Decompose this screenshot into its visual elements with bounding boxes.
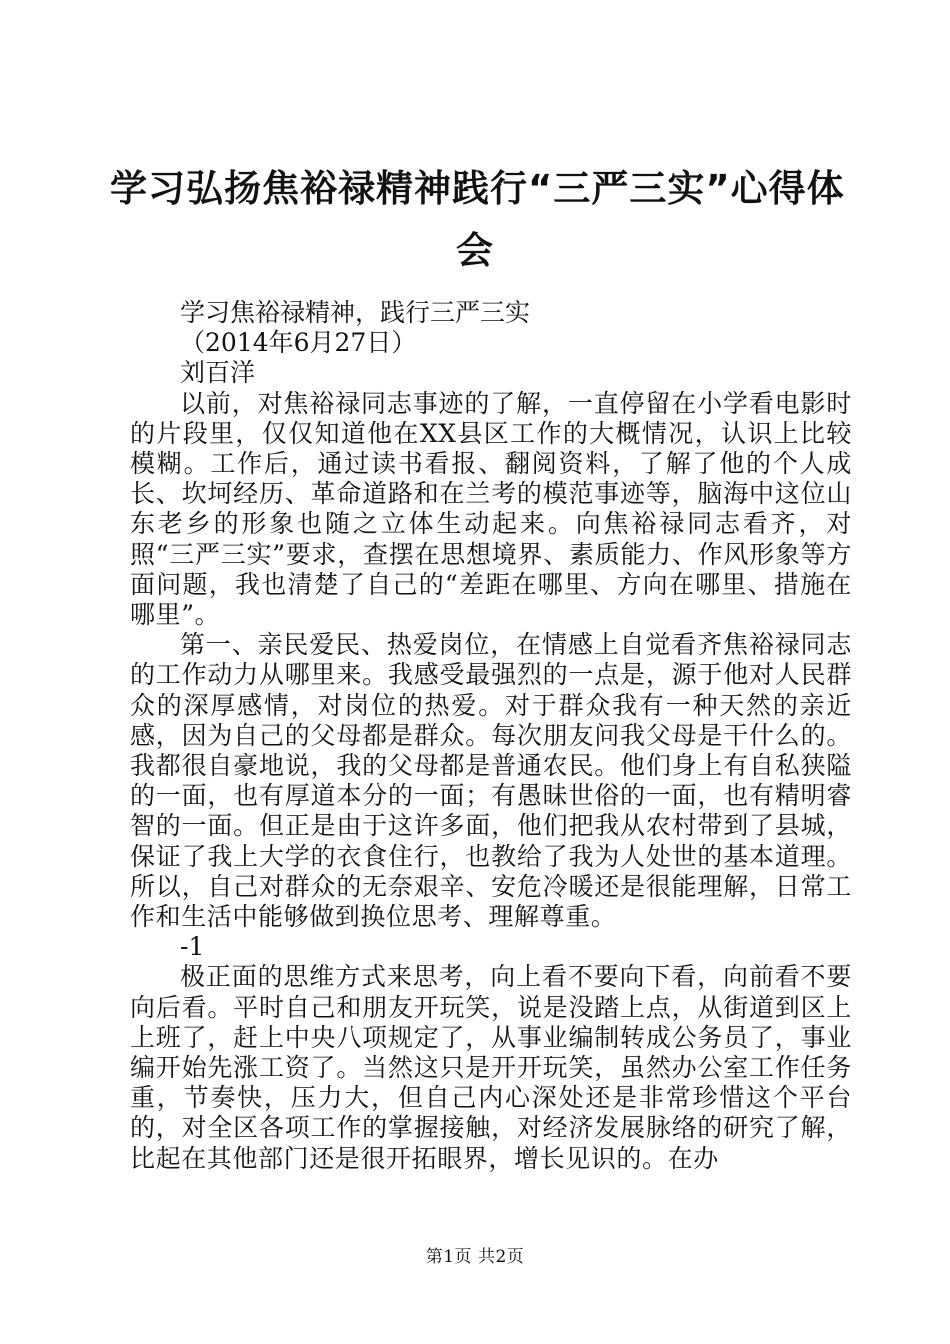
subtitle: 学习焦裕禄精神，践行三严三实 [180,298,531,327]
paragraph-continuation: 极正面的思维方式来思考，向上看不要向下看，向前看不要向后看。平时自己和朋友开玩笑，说是没踏上点，从街道到区上上班了，赶上中央八项规定了，从事业编制转成公务员了，事业编开始先涨工资了。当然这只是开开玩笑，虽然办公室工作任务重，节奏快，压力大，但自己内心深处还是非常珍惜这个平台的，对全区各项工作的掌握接触，对经济发展脉络的研究了解，比起在其他部门还是很开拓眼界，增长见识的。在办 [130,962,852,1173]
date-line: （2014年6月27日） [180,328,417,358]
page-marker: -1 [180,932,205,962]
document-title [110,158,845,282]
document-body [130,298,852,1174]
paragraph-intro: 以前，对焦裕禄同志事迹的了解，一直停留在小学看电影时的片段里，仅仅知道他在XX县区工作的大概情况，认识上比较模糊。工作后，通过读书看报、翻阅资料，了解了他的个人成长、坎坷经历、革命道路和在兰考的模范事迹等，脑海中这位山东老乡的形象也随之立体生动起来。向焦裕禄同志看齐，对照“三严三实”要求，查摆在思想境界、素质能力、作风形象等方面问题，我也清楚了自己的“差距在哪里、方向在哪里、措施在哪里”。 [130,388,852,630]
paragraph-first-point: 第一、亲民爱民、热爱岗位，在情感上自觉看齐焦裕禄同志的工作动力从哪里来。我感受最强烈的一点是，源于他对人民群众的深厚感情，对岗位的热爱。对于群众我有一种天然的亲近感，因为自己的父母都是群众。每次朋友问我父母是干什么的。我都很自豪地说，我的父母都是普通农民。他们身上有自私狭隘的一面，也有厚道本分的一面；有愚昧世俗的一面，也有精明睿智的一面。但正是由于这许多面，他们把我从农村带到了县城，保证了我上大学的衣食住行，也教给了我为人处世的基本道理。所以，自己对群众的无奈艰辛、安危冷暖还是很能理解，日常工作和生活中能够做到换位思考、理解尊重。 [130,630,852,932]
page-footer: 第1页 共2页 [425,1247,525,1267]
title-line-2: 会 [456,229,494,272]
author-line: 刘百洋 [180,358,256,388]
title-line-1: 学习弘扬焦裕禄精神践行“三严三实”心得体 [110,167,845,210]
